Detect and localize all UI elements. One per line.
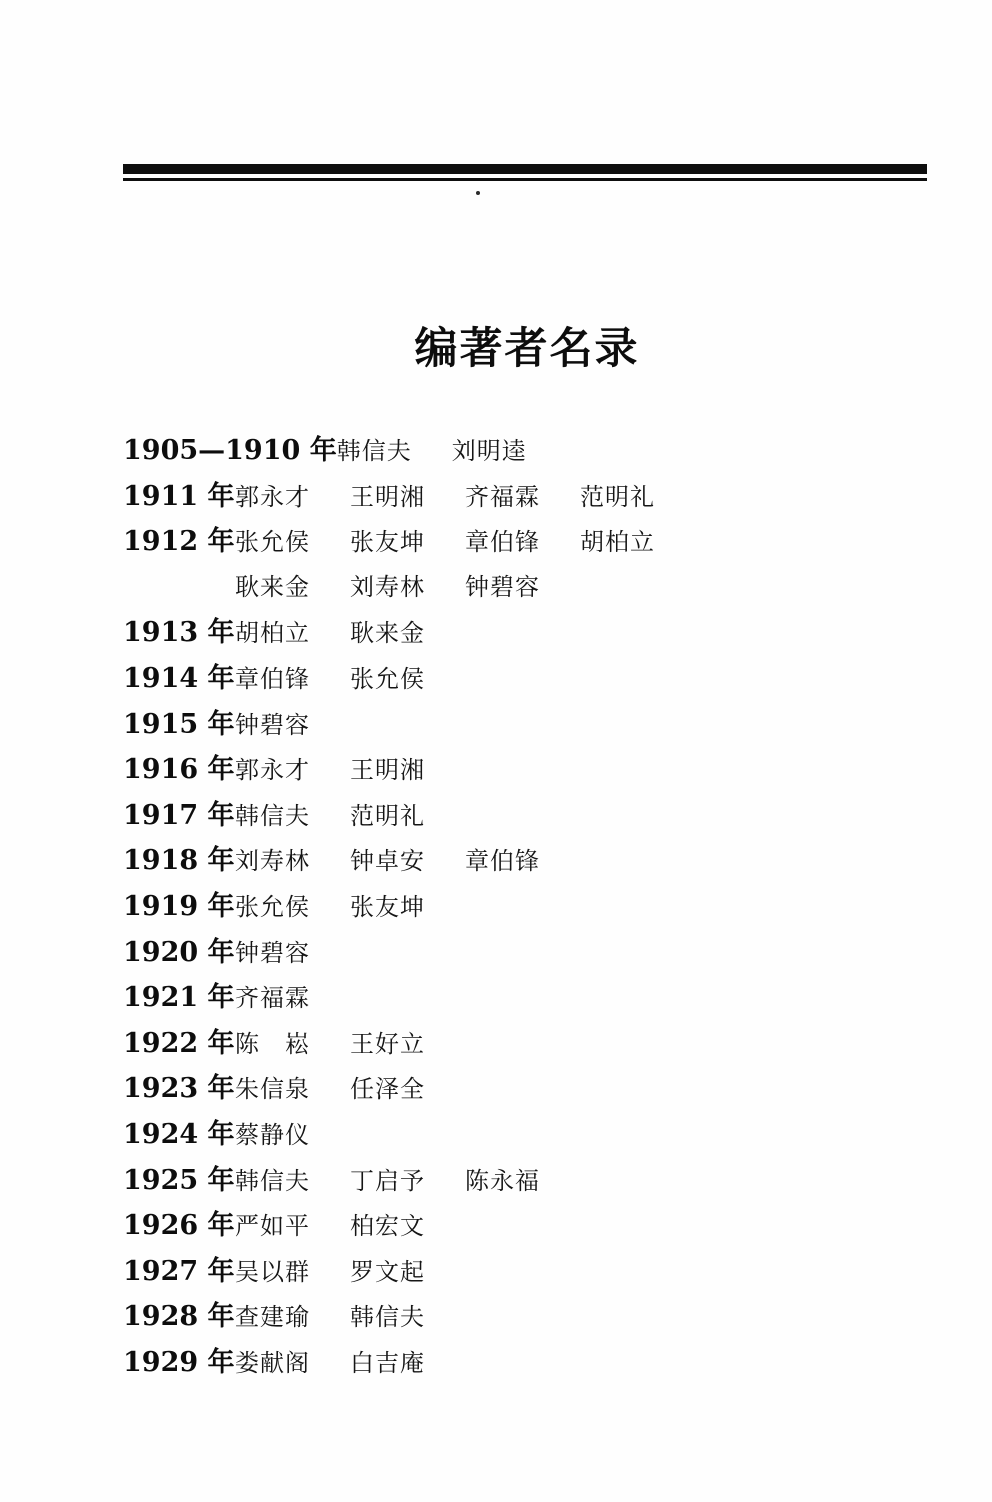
author-name: 齐福霖: [235, 984, 310, 1013]
year-label: 1922 年: [123, 1027, 235, 1059]
year-label: 1926 年: [123, 1210, 235, 1242]
year-row: [123, 975, 962, 1021]
author-name: 韩信夫: [235, 1166, 310, 1195]
year-label: 1913 年: [123, 617, 235, 649]
author-name: 白吉庵: [350, 1348, 425, 1377]
year-row: [123, 519, 962, 565]
author-name: 刘寿林: [235, 847, 310, 876]
author-list: [123, 428, 962, 1385]
year-label: 1927 年: [123, 1255, 235, 1287]
author-name: 耿来金: [235, 572, 310, 601]
author-name: 王明湘: [350, 482, 425, 511]
double-rule-thick: [123, 164, 927, 174]
author-name: 张允侯: [235, 528, 310, 557]
year-row: [123, 838, 962, 884]
year-row: [123, 1203, 962, 1249]
author-name: 王好立: [350, 1029, 425, 1058]
year-row: [123, 1249, 962, 1295]
author-name: 刘寿林: [350, 572, 425, 601]
author-name: 罗文起: [350, 1257, 425, 1286]
author-name: 张允侯: [350, 664, 425, 693]
author-name: 朱信泉: [235, 1075, 310, 1104]
year-label: 1925 年: [123, 1164, 235, 1196]
year-row: [123, 793, 962, 839]
author-name: 章伯锋: [465, 528, 540, 557]
year-label: 1917 年: [123, 799, 235, 831]
ink-speck: [476, 191, 480, 195]
year-row: [123, 1340, 962, 1386]
year-row: [123, 565, 962, 611]
year-label: 1921 年: [123, 982, 235, 1014]
year-label: 1918 年: [123, 845, 235, 877]
year-row: [123, 1158, 962, 1204]
author-name: 钟卓安: [350, 847, 425, 876]
author-name: 丁启予: [350, 1166, 425, 1195]
year-label: 1912 年: [123, 526, 235, 558]
year-label: 1923 年: [123, 1073, 235, 1105]
year-row: [123, 702, 962, 748]
author-name: 钟碧容: [465, 572, 540, 601]
author-name: 韩信夫: [350, 1303, 425, 1332]
author-name: 任泽全: [350, 1075, 425, 1104]
year-label: 1911 年: [123, 480, 235, 512]
author-name: 章伯锋: [465, 847, 540, 876]
year-row: [123, 1021, 962, 1067]
author-name: 查建瑜: [235, 1303, 310, 1332]
year-row: [123, 884, 962, 930]
author-name: 严如平: [235, 1212, 310, 1241]
author-name: 吴以群: [235, 1257, 310, 1286]
year-row: [123, 474, 962, 520]
double-rule-thin: [123, 178, 927, 181]
author-name: 蔡静仪: [235, 1120, 310, 1149]
author-name: 娄献阁: [235, 1348, 310, 1377]
year-label: 1929 年: [123, 1346, 235, 1378]
author-name: 郭永才: [235, 756, 310, 785]
author-name: 范明礼: [580, 482, 655, 511]
year-row: [123, 747, 962, 793]
author-name: 耿来金: [350, 619, 425, 648]
year-row: [123, 930, 962, 976]
author-name: 齐福霖: [465, 482, 540, 511]
author-name: 陈 崧: [235, 1029, 310, 1058]
year-label: 1914 年: [123, 662, 235, 694]
year-row: [123, 1112, 962, 1158]
author-name: 韩信夫: [336, 437, 412, 465]
year-label: 1905—1910 年: [123, 435, 337, 466]
author-name: 韩信夫: [235, 801, 310, 830]
author-name: 陈永福: [465, 1166, 540, 1195]
page-title: 编著者名录: [414, 324, 640, 374]
author-name: 郭永才: [235, 482, 310, 511]
year-row: [123, 656, 962, 702]
year-row: [123, 1066, 962, 1112]
author-name: 张允侯: [235, 892, 310, 921]
year-label: 1920 年: [123, 936, 235, 968]
author-name: 胡柏立: [235, 619, 310, 648]
author-name: 钟碧容: [235, 710, 310, 739]
year-label: 1916 年: [123, 754, 235, 786]
author-name: 范明礼: [350, 801, 425, 830]
author-name: 刘明逵: [451, 437, 527, 465]
year-row: [123, 1294, 962, 1340]
year-label: 1928 年: [123, 1301, 235, 1333]
author-name: 章伯锋: [235, 664, 310, 693]
year-row: [123, 610, 962, 656]
year-row: [123, 428, 962, 474]
year-label: 1924 年: [123, 1118, 235, 1150]
author-name: 胡柏立: [580, 528, 655, 557]
author-name: 张友坤: [350, 892, 425, 921]
year-label: 1919 年: [123, 890, 235, 922]
year-label: 1915 年: [123, 708, 235, 740]
author-name: 王明湘: [350, 756, 425, 785]
author-name: 柏宏文: [350, 1212, 425, 1241]
author-name: 钟碧容: [235, 938, 310, 967]
author-name: 张友坤: [350, 528, 425, 557]
